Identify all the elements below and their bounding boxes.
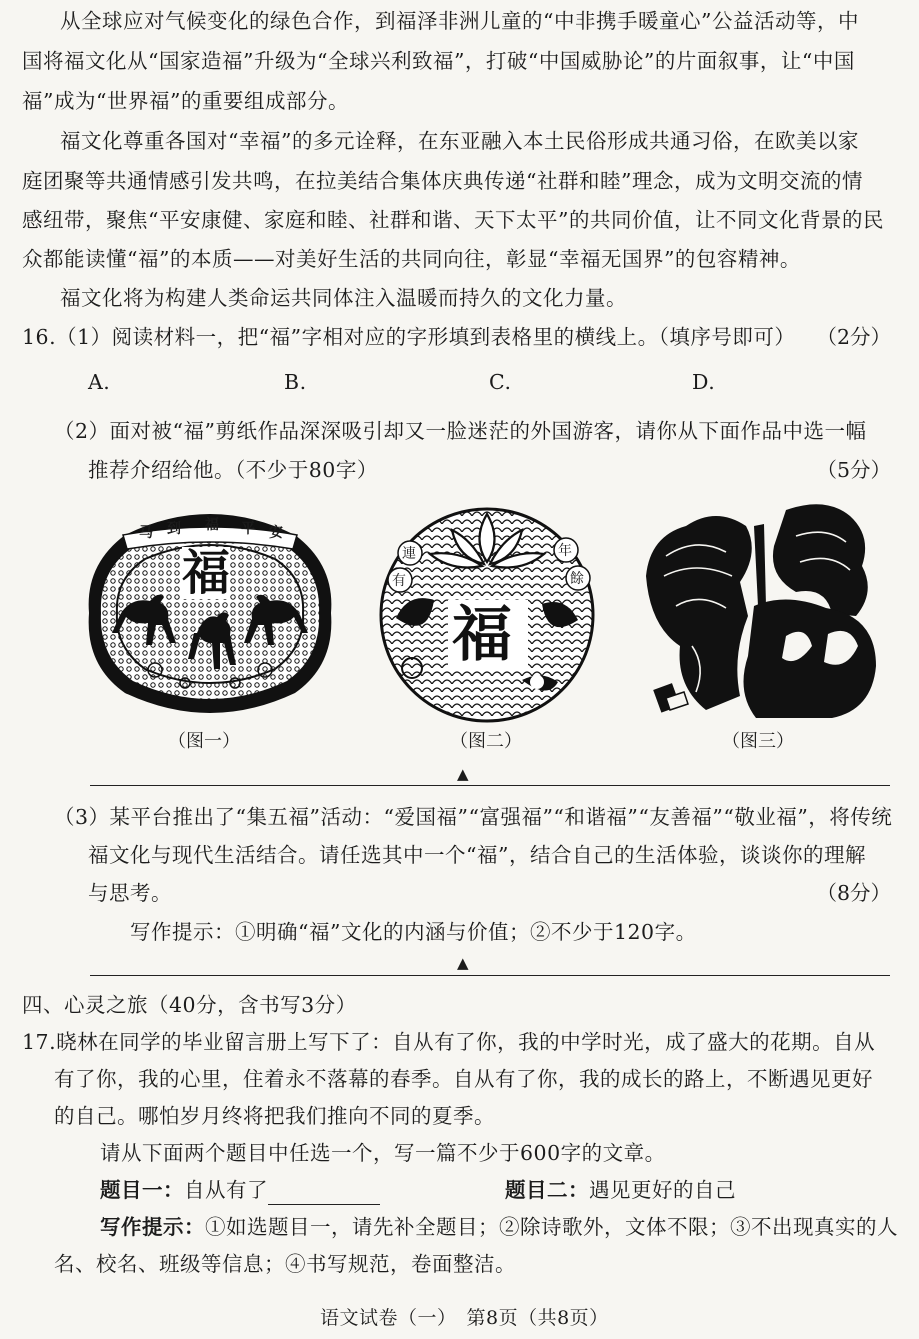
q17-line3: 的自己。哪怕岁月终将把我们推向不同的夏季。 xyxy=(54,1104,495,1128)
passage-p2-line1: 福文化尊重各国对“幸福”的多元诠释，在东亚融入本土民俗形成共通习俗，在欧美以家 xyxy=(60,129,859,153)
q16-option-d: D. xyxy=(692,370,716,394)
q16-part2-score: （5分） xyxy=(816,458,891,482)
figure3-caption: （图三） xyxy=(722,731,794,752)
q17-line1: 17.晓林在同学的毕业留言册上写下了：自从有了你，我的中学时光，成了盛大的花期。自从 xyxy=(22,1030,876,1054)
passage-p1-line1: 从全球应对气候变化的绿色合作，到福泽非洲儿童的“中非携手暖童心”公益活动等，中 xyxy=(60,9,859,33)
q16-part2-line1: （2）面对被“福”剪纸作品深深吸引却又一脸迷茫的外国游客，请你从下面作品中选一幅 xyxy=(54,419,867,443)
q16-part1-score: （2分） xyxy=(816,325,891,349)
q17-line4: 请从下面两个题目中任选一个，写一篇不少于600字的文章。 xyxy=(100,1141,666,1165)
answer-line xyxy=(90,975,890,976)
figure1-banner-char: 平 xyxy=(241,521,255,537)
q16-option-b: B. xyxy=(284,370,307,394)
title2-label: 题目二： xyxy=(505,1178,589,1202)
figure1-fu-character: 福 xyxy=(182,545,231,601)
figure2-corner-char: 連 xyxy=(402,546,416,562)
page-footer: 语文试卷（一） 第8页（共8页） xyxy=(320,1307,609,1329)
q16-part3-line1: （3）某平台推出了“集五福”活动：“爱国福”“富强福”“和谐福”“友善福”“敬业福”，将传统 xyxy=(54,805,893,829)
answer-marker: ▲ xyxy=(457,765,469,783)
figure2-fu-character: 福 xyxy=(452,600,512,670)
passage-p3-line1: 福文化将为构建人类命运共同体注入温暖而持久的文化力量。 xyxy=(60,286,627,310)
papercut-figure-1 xyxy=(85,505,335,720)
figure1-banner-char: 安 xyxy=(269,525,283,541)
figure2-corner-char: 餘 xyxy=(570,571,584,587)
passage-p2-line2: 庭团聚等共通情感引发共鸣，在拉美结合集体庆典传递“社群和睦”理念，成为文明交流的情 xyxy=(22,169,863,193)
title2-text: 遇见更好的自己 xyxy=(589,1178,736,1202)
figure1-banner-char: 福 xyxy=(205,517,219,533)
title1-text: 自从有了 xyxy=(184,1178,268,1202)
figure2-caption: （图二） xyxy=(450,731,522,752)
section4-heading: 四、心灵之旅（40分，含书写3分） xyxy=(22,993,357,1017)
figure1-caption: （图一） xyxy=(168,731,240,752)
passage-p2-line4: 众都能读懂“福”的本质——对美好生活的共同向往，彰显“幸福无国界”的包容精神。 xyxy=(22,247,801,271)
q17-hint-line1 xyxy=(100,1212,898,1242)
q17-line2: 有了你，我的心里，住着永不落幕的春季。自从有了你，我的成长的路上，不断遇见更好 xyxy=(54,1067,873,1091)
q16-part2-line2: 推荐介绍给他。（不少于80字） xyxy=(88,458,378,482)
passage-p1-line3: 福”成为“世界福”的重要组成部分。 xyxy=(22,89,349,113)
figure2-corner-char: 年 xyxy=(558,543,572,559)
title1-label: 题目一： xyxy=(100,1178,184,1202)
q16-option-a: A. xyxy=(88,370,111,394)
hint-text: ①如选题目一，请先补全题目；②除诗歌外，文体不限；③不出现真实的人 xyxy=(205,1215,898,1239)
papercut-figure-3 xyxy=(636,496,886,726)
q16-part3-line3: 与思考。 xyxy=(88,881,172,905)
hint-label: 写作提示： xyxy=(100,1215,205,1239)
passage-p2-line3: 感纽带，聚焦“平安康健、家庭和睦、社群和谐、天下太平”的共同价值，让不同文化背景的民 xyxy=(22,208,884,232)
q17-hint-line2: 名、校名、班级等信息；④书写规范，卷面整洁。 xyxy=(54,1252,516,1276)
q16-part3-hint: 写作提示：①明确“福”文化的内涵与价值；②不少于120字。 xyxy=(130,920,697,944)
q16-part3-line2: 福文化与现代生活结合。请任选其中一个“福”，结合自己的生活体验，谈谈你的理解 xyxy=(88,843,866,867)
figure2-corner-char: 有 xyxy=(392,573,406,589)
answer-line xyxy=(90,785,890,786)
papercut-figure-2 xyxy=(372,500,602,725)
figure1-banner-char: 马 xyxy=(139,525,153,541)
q16-option-c: C. xyxy=(489,370,512,394)
essay-title-option-2 xyxy=(505,1175,736,1205)
title1-blank xyxy=(268,1182,380,1205)
passage-p1-line2: 国将福文化从“国家造福”升级为“全球兴利致福”，打破“中国威胁论”的片面叙事，让“中国 xyxy=(22,49,855,73)
answer-marker: ▲ xyxy=(457,954,469,972)
q16-part3-score: （8分） xyxy=(816,881,891,905)
figure1-banner-char: 到 xyxy=(167,521,181,537)
essay-title-option-1 xyxy=(100,1175,380,1205)
q16-part1-prompt: 16.（1）阅读材料一，把“福”字相对应的字形填到表格里的横线上。（填序号即可） xyxy=(22,325,796,349)
